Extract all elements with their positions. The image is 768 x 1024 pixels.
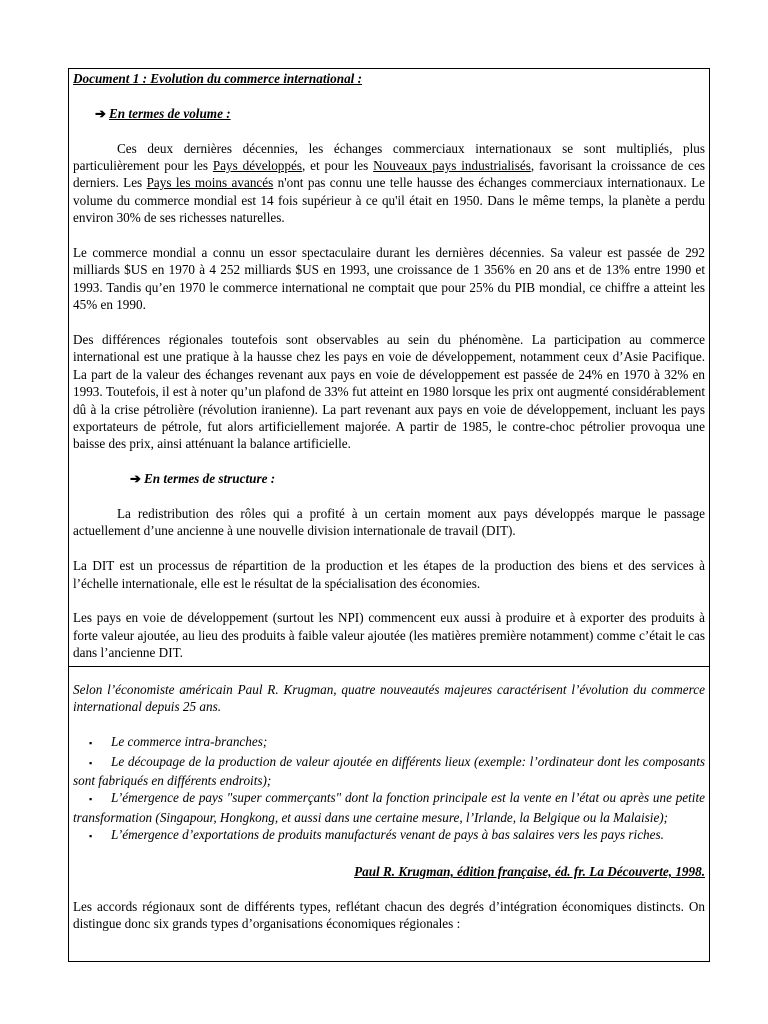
arrow-right-icon: ➔ xyxy=(130,471,142,487)
list-item-text: Le commerce intra-branches; xyxy=(111,734,268,750)
citation-source: Paul R. Krugman, édition française, éd. fr. La Découverte, 1998. xyxy=(354,864,705,880)
list-item xyxy=(73,733,705,752)
subheading-structure xyxy=(73,470,705,487)
paragraph-structure-3: Les pays en voie de développement (surtout les NPI) commencent eux aussi à produire et à exporter des produits à forte valeur ajoutée, au lieu des produits à faible valeur ajoutée (les matières première notamment) comme c’était le cas dans l’ancienne DIT. xyxy=(73,610,705,661)
paragraph-volume-3: Des différences régionales toutefois sont observables au sein du phénomène. La participation au commerce international est une pratique à la hausse chez les pays en voie de développement, notamment ceux d’Asie Pacifique. La part de la valeur des échanges revenant aux pays en voie de développement est passée de 24% en 1970 à 32% en 1993. Toutefois, il est à noter qu’un plafond de 33% fut atteint en 1980 lorsque les prix ont augmenté considérablement dû à la crise pétrolière (révolution iranienne). La part revenant aux pays en voie de développement, incluant les pays exportateurs de pétrole, fut alors artificiellement majorée. A partir de 1985, le contre-choc pétrolier provoqua une baisse des prix, ainsi atténuant la balance artificielle. xyxy=(73,332,705,452)
link-pays-moins-avances[interactable]: Pays les moins avancés xyxy=(146,175,274,191)
list-item xyxy=(73,753,705,790)
bullet-icon: ▪ xyxy=(89,738,93,749)
paragraph-volume-1 xyxy=(73,140,705,227)
section-evolution xyxy=(69,69,709,666)
section-krugman xyxy=(69,667,709,933)
subheading-structure-text: En termes de structure : xyxy=(144,471,276,487)
paragraph-structure-2: La DIT est un processus de répartition de la production et les étapes de la production des biens et des services à l’échelle internationale, elle est le résultat de la spécialisation des économies. xyxy=(73,558,705,591)
arrow-right-icon: ➔ xyxy=(95,105,107,121)
paragraph-volume-2: Le commerce mondial a connu un essor spectaculaire durant les dernières décennies. Sa valeur est passée de 292 milliards $US en 1970 à 4 252 milliards $US en 1993, une croissance de 1 356% en 20 ans et de 13% entre 1990 et 1993. Tandis qu’en 1970 le commerce international ne comptait que pour 25% du PIB mondial, ce chiffre a atteint les 45% en 1990. xyxy=(73,245,705,313)
paragraph-regional-agreements: Les accords régionaux sont de différents types, reflétant chacun des degrés d’intégration économiques distincts. On distingue donc six grands types d’organisations économiques régionales : xyxy=(73,898,705,932)
paragraph-structure-1: La redistribution des rôles qui a profité à un certain moment aux pays développés marque le passage actuellement d’une ancienne à une nouvelle division internationale de travail (DIT). xyxy=(73,506,705,539)
list-item xyxy=(73,826,705,845)
bullet-icon: ▪ xyxy=(89,757,93,768)
p1-text-d: n'ont pas connu une telle hausse des échanges commerciaux internationaux. Le volume du commerce mondial est 14 fois supérieur à ce qu'il était en 1950. Dans le même temps, la planète a perdu environ 30% de ses richesses naturelles. xyxy=(73,175,706,226)
link-nouveaux-pays-industrialises[interactable]: Nouveaux pays industrialisés xyxy=(373,158,531,173)
p1-text-b: , et pour les xyxy=(301,158,374,173)
list-item-text: L’émergence d’exportations de produits manufacturés venant de pays à bas salaires vers les pays riches. xyxy=(111,827,664,843)
krugman-list xyxy=(73,733,705,845)
p1-text-a: Ces deux dernières décennies, les échanges commerciaux internationaux se sont multipliés, plus particulièrement pour les xyxy=(73,140,705,173)
bullet-icon: ▪ xyxy=(89,831,93,842)
list-item-text: Le découpage de la production de valeur ajoutée en différents lieux (exemple: l’ordinateur dont les composants sont fabriqués en différents endroits); xyxy=(73,753,705,789)
list-item xyxy=(73,789,705,826)
krugman-intro: Selon l’économiste américain Paul R. Krugman, quatre nouveautés majeures caractérisent l’évolution du commerce international depuis 25 ans. xyxy=(73,682,705,715)
document-frame xyxy=(68,68,710,962)
document-title: Document 1 : Evolution du commerce international : xyxy=(73,71,363,86)
link-pays-developpes[interactable]: Pays développés xyxy=(212,158,302,173)
subheading-volume-text: En termes de volume : xyxy=(109,105,231,121)
bullet-icon: ▪ xyxy=(89,794,93,805)
list-item-text: L’émergence de pays "super commerçants" dont la fonction principale est la vente en l’état ou après une petite transformation (Singapour, Hongkong, et aussi dans une certaine mesure, l’Irlande, la Belgique ou la Malaisie); xyxy=(73,790,705,825)
subheading-volume xyxy=(73,105,705,122)
p1-text-c: , favorisant la croissance de ces derniers. Les xyxy=(73,158,705,191)
